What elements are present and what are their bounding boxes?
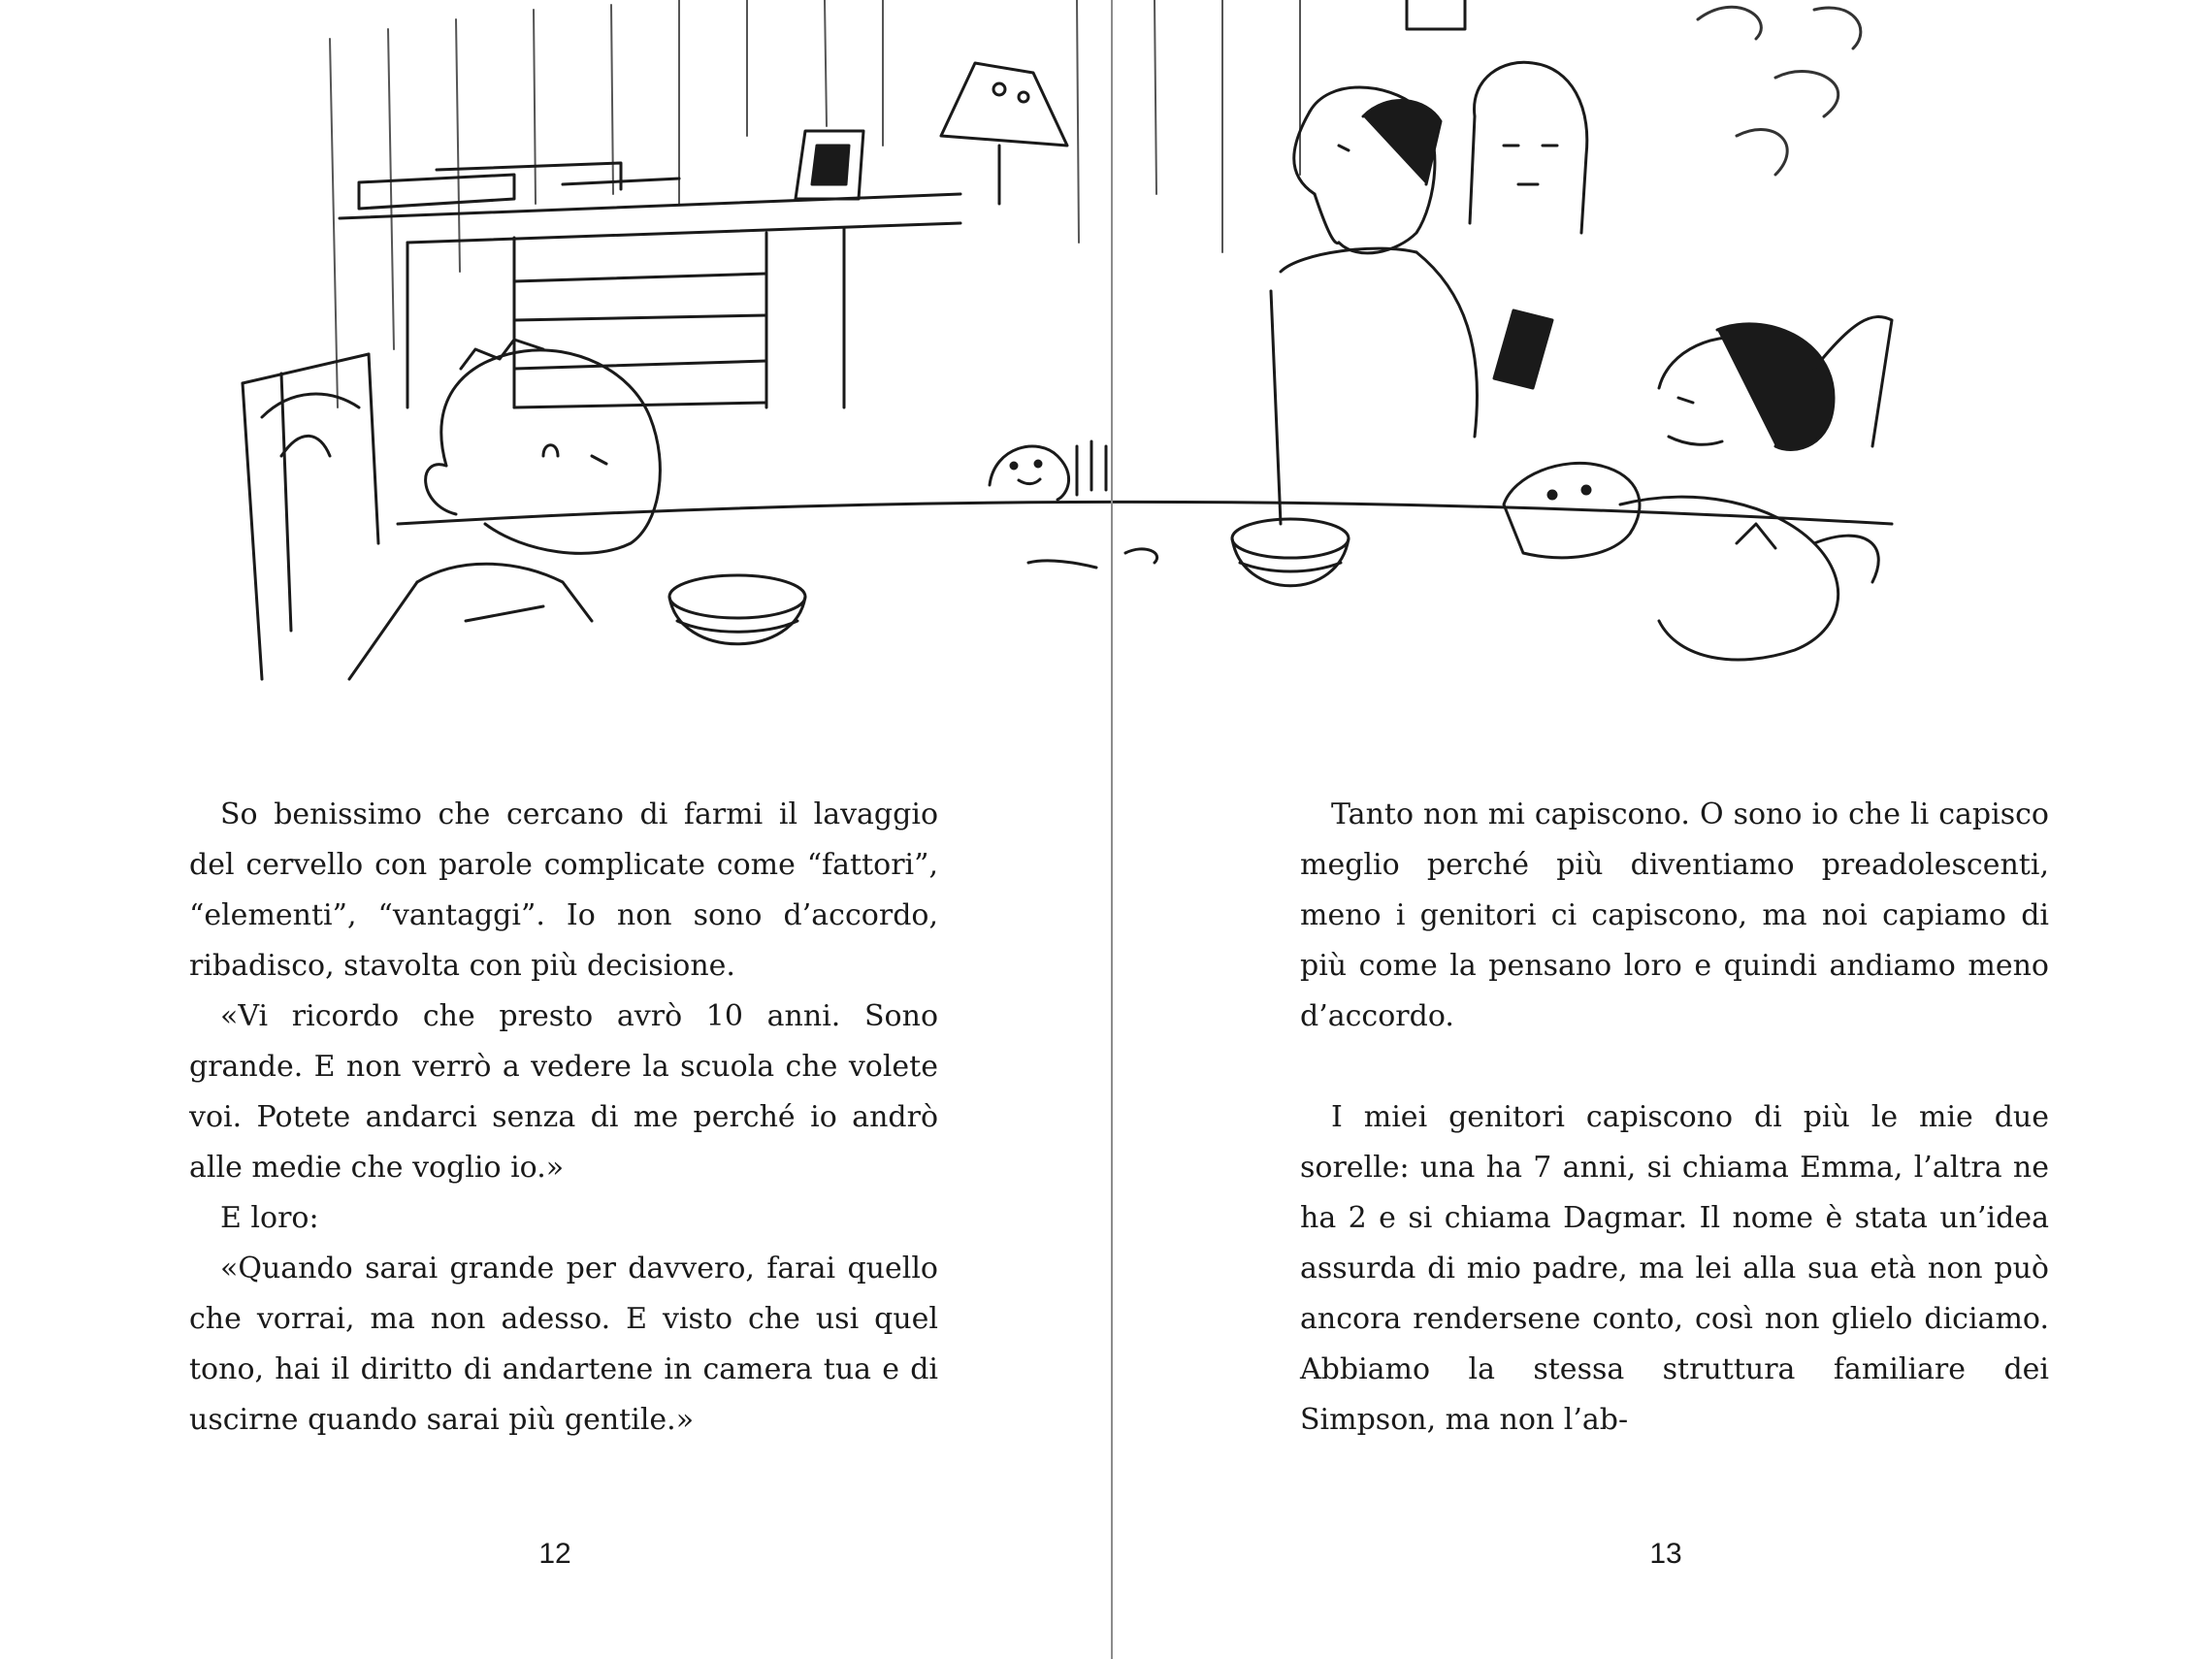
left-paragraph-1: So benissimo che cercano di farmi il lavaggio del cervello con parole complicate come “fattori”, “elementi”, “vantaggi”. Io non sono d’accordo, ribadisco, stavolta con più decisione. [189, 797, 938, 983]
left-paragraph-2: «Vi ricordo che presto avrò 10 anni. Sono grande. E non verrò a vedere la scuola che volete voi. Potete andarci senza di me perché io andrò alle medie che voglio io.» [189, 999, 938, 1185]
sideboard [340, 194, 960, 407]
cat-center [990, 441, 1106, 500]
wall-planks [330, 0, 1300, 407]
page-number-right: 13 [1649, 1538, 1682, 1570]
mother [1470, 62, 1587, 388]
chair-left [243, 354, 378, 679]
right-paragraph-2: I miei genitori capiscono di più le mie due sorelle: una ha 7 anni, si chiama Emma, l’altra ne ha 2 e si chiama Dagmar. Il nome è stata un’idea assurda di mio padre, ma lei alla sua età non può ancora rendersene conto, così non glielo diciamo. Abbiamo la stessa struttura familiare dei Simpson, ma non l’ab- [1300, 1100, 2049, 1437]
lamp [941, 63, 1067, 204]
girl-right [1659, 317, 1892, 450]
left-page-text [189, 790, 938, 1446]
page-number-left: 12 [538, 1538, 571, 1570]
boy-left [349, 340, 660, 679]
family-breakfast-illustration [223, 0, 1989, 708]
right-paragraph-1: Tanto non mi capiscono. O sono io che li capisco meglio perché più diventiamo preadolescenti, meno i genitori ci capiscono, ma noi capiamo di più come la pensano loro e quindi andiamo meno d’accordo. [1300, 797, 2049, 1033]
page-gutter [1111, 0, 1113, 1659]
books [359, 163, 679, 209]
left-paragraph-3: E loro: [220, 1201, 319, 1235]
toddler-right [1504, 463, 1878, 660]
right-page-text [1300, 790, 2049, 1446]
bowl-left [669, 575, 805, 644]
table-edge [398, 502, 1892, 524]
bowl-right [1232, 519, 1349, 586]
left-paragraph-4: «Quando sarai grande per davvero, farai quello che vorrai, ma non adesso. E visto che usi quel tono, hai il diritto di andartene in camera tua e di uscirne quando sarai più gentile.» [189, 1252, 938, 1437]
plant [1698, 7, 1861, 175]
father [1271, 87, 1478, 524]
